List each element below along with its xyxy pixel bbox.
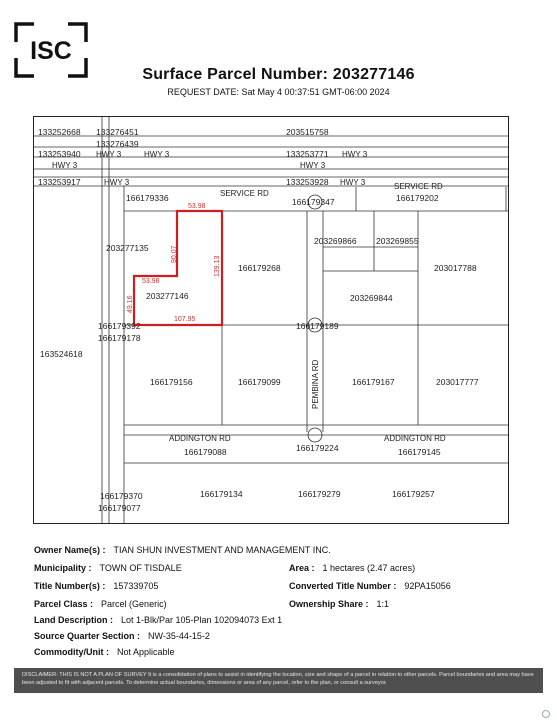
dimension-label: 49.16 (127, 295, 134, 313)
area-row (289, 562, 415, 574)
title-value: 157339705 (113, 581, 159, 591)
parcel-label: 163524618 (40, 349, 83, 359)
source-value: NW-35-44-15-2 (148, 631, 210, 641)
parcel-label: 166179145 (398, 447, 441, 457)
owner-row (34, 544, 331, 556)
parcel-label: 203269844 (350, 293, 393, 303)
converted-value: 92PA15056 (404, 581, 451, 591)
dimension-label: 107.95 (174, 316, 196, 323)
parcel-label: 133252668 (38, 127, 81, 137)
parcel-label: 166179202 (396, 193, 439, 203)
dimension-label: 53.98 (188, 203, 206, 210)
parcel-label: 133253917 (38, 177, 81, 187)
parcel-label: 133253928 (286, 177, 329, 187)
parcel-label: 166179178 (98, 333, 141, 343)
parcel-label: 166179370 (100, 491, 143, 501)
road-label: SERVICE RD (394, 182, 443, 191)
parcel-label: 166179167 (352, 377, 395, 387)
share-row (289, 598, 389, 610)
commodity-row (34, 646, 175, 658)
road-label: HWY 3 (104, 178, 130, 187)
road-label: SERVICE RD (220, 189, 269, 198)
parcel-label: 166179279 (298, 489, 341, 499)
parcel-label: 203269866 (314, 236, 357, 246)
area-label: Area : (289, 563, 315, 573)
parcel-label: 166179134 (200, 489, 243, 499)
subject-parcel-outline (134, 211, 222, 325)
road-label: HWY 3 (144, 150, 170, 159)
land-label: Land Description : (34, 615, 114, 625)
converted-row (289, 580, 451, 592)
request-date: REQUEST DATE: Sat May 4 00:37:51 GMT-06:00 2024 (167, 87, 390, 97)
disclaimer-text: DISCLAIMER: THIS IS NOT A PLAN OF SURVEY It is a consolidation of plans to assist in identifying the location, size and shape of a parcel in relation to other parcels. Parcel boundaries and area may have been adjusted to fit with adjacent parcels. To determine actual boundaries, dimensions or area of any parcel, refer to the plan, or consult a surveyor. (14, 668, 543, 693)
dimension-label: 90.07 (171, 245, 178, 263)
road-label: ADDINGTON RD (169, 434, 231, 443)
source-row (34, 630, 210, 642)
commodity-value: Not Applicable (117, 647, 175, 657)
page-title: Surface Parcel Number: 203277146 (142, 66, 415, 83)
parcel-label: 166179077 (98, 503, 141, 513)
parcel-label: 203277135 (106, 243, 149, 253)
dimension-label: 139.13 (214, 255, 221, 277)
parcel-label: 133276451 (96, 127, 139, 137)
parcel-label: 203515758 (286, 127, 329, 137)
title-label: Title Number(s) : (34, 581, 106, 591)
road-label: HWY 3 (342, 150, 368, 159)
owner-label: Owner Name(s) : (34, 545, 106, 555)
parcel-label: 166179189 (296, 321, 339, 331)
share-label: Ownership Share : (289, 599, 369, 609)
parcel-label: 166179257 (392, 489, 435, 499)
parcel-label: 166179224 (296, 443, 339, 453)
parcel-label: 203277146 (146, 291, 189, 301)
parcel-label: 203017788 (434, 263, 477, 273)
parcel-label: 133276439 (96, 139, 139, 149)
corner-mark-icon (541, 706, 551, 716)
title-row (34, 580, 158, 592)
converted-label: Converted Title Number : (289, 581, 397, 591)
land-row (34, 614, 282, 626)
share-value: 1:1 (376, 599, 390, 609)
parcel-label: 166179156 (150, 377, 193, 387)
parcel-label: 166179088 (184, 447, 227, 457)
parcel-label: 166179268 (238, 263, 281, 273)
commodity-label: Commodity/Unit : (34, 647, 109, 657)
road-label: HWY 3 (52, 161, 78, 170)
road-label: HWY 3 (300, 161, 326, 170)
parcel-label: 166179099 (238, 377, 281, 387)
parcel-map (33, 116, 509, 524)
class-label: Parcel Class : (34, 599, 94, 609)
dimension-label: 53.98 (142, 278, 160, 285)
parcel-label: 166179347 (292, 197, 335, 207)
parcel-label: 133253771 (286, 149, 329, 159)
source-label: Source Quarter Section : (34, 631, 141, 641)
municipality-label: Municipality : (34, 563, 92, 573)
owner-value: TIAN SHUN INVESTMENT AND MANAGEMENT INC. (113, 545, 331, 555)
municipality-value: TOWN OF TISDALE (99, 563, 182, 573)
municipality-row (34, 562, 182, 574)
class-value: Parcel (Generic) (101, 599, 167, 609)
road-label: HWY 3 (340, 178, 366, 187)
road-label: PEMBINA RD (311, 359, 320, 409)
parcel-label: 166179336 (126, 193, 169, 203)
road-label: ADDINGTON RD (384, 434, 446, 443)
parcel-label: 203269855 (376, 236, 419, 246)
parcel-label: 203017777 (436, 377, 479, 387)
area-value: 1 hectares (2.47 acres) (322, 563, 416, 573)
parcel-label: 133253940 (38, 149, 81, 159)
land-value: Lot 1-Blk/Par 105-Plan 102094073 Ext 1 (121, 615, 283, 625)
road-label: HWY 3 (96, 150, 122, 159)
svg-text:ISC: ISC (30, 37, 72, 65)
parcel-label: 166179392 (98, 321, 141, 331)
class-row (34, 598, 167, 610)
